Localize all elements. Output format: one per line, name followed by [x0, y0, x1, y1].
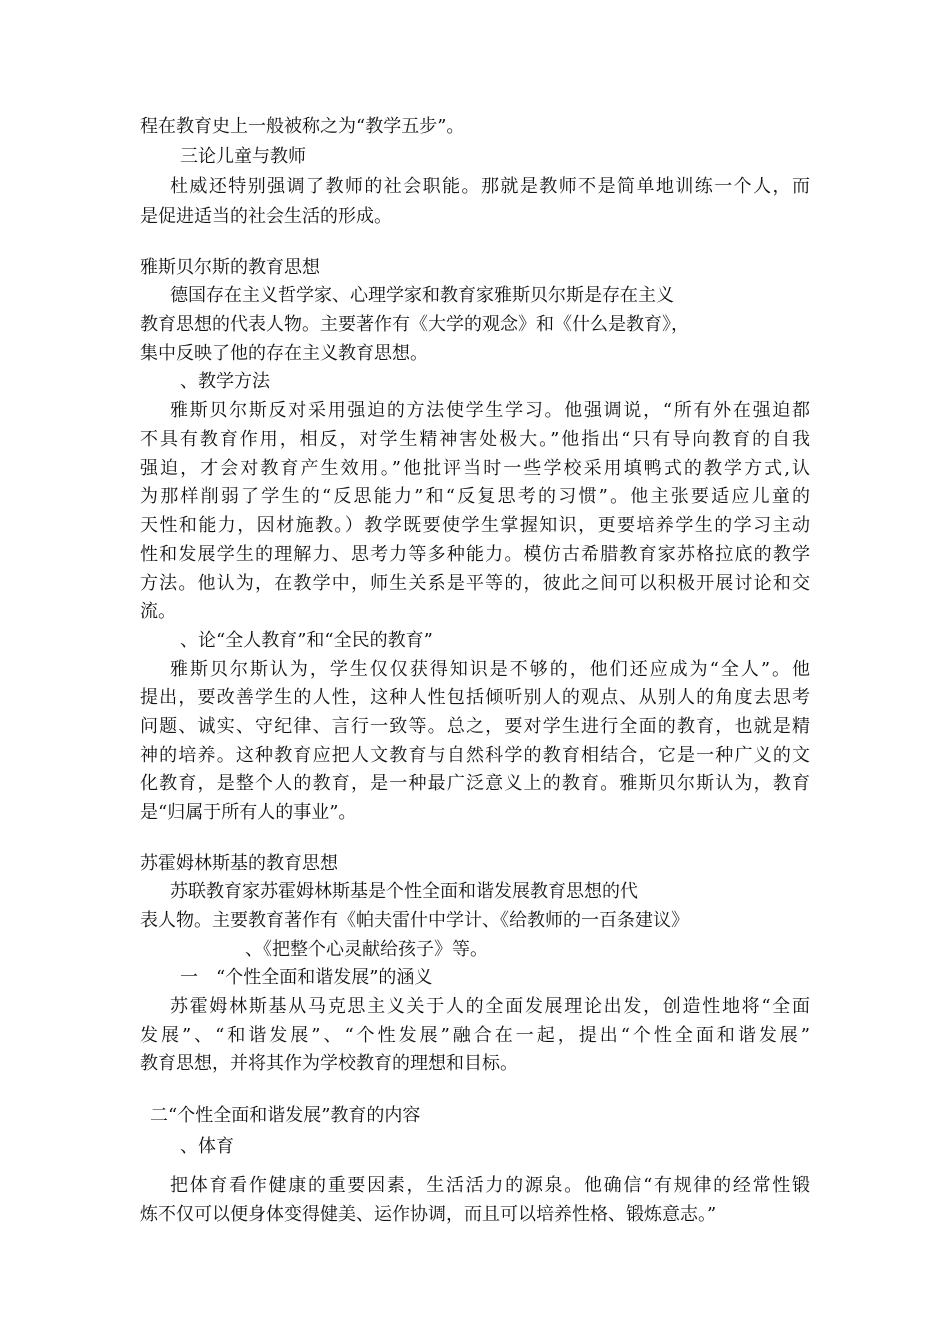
paragraph-line: 方法。他认为，在教学中，师生关系是平等的，彼此之间可以积极开展讨论和交	[140, 573, 810, 594]
paragraph-line: 神的培养。这种教育应把人文教育与自然科学的教育相结合，它是一种广义的文	[140, 745, 810, 766]
paragraph-line: 集中反映了他的存在主义教育思想。	[140, 343, 428, 364]
paragraph-line: 表人物。主要教育著作有《帕夫雷什中学计、《给教师的一百条建议》	[140, 910, 689, 931]
section-heading: 二“个性全面和谐发展”教育的内容	[150, 1105, 421, 1126]
paragraph-line: 提出，要改善学生的人性，这种人性包括倾听别人的观点、从别人的角度去思考	[140, 687, 810, 708]
paragraph-line: 为那样削弱了学生的“反思能力”和“反复思考的习惯”。他主张要适应儿童的	[140, 486, 810, 507]
paragraph-line: 流。	[140, 601, 176, 622]
paragraph-line: 发展”、“和谐发展”、“个性发展”融合在一起，提出“个性全面和谐发展”	[140, 1025, 810, 1046]
paragraph-line: 、《把整个心灵献给孩子》等。	[245, 939, 488, 960]
section-heading: 、教学方法	[180, 371, 270, 392]
paragraph-line: 强迫，才会对教育产生效用。”他批评当时一些学校采用填鸭式的教学方式,认	[140, 458, 810, 479]
paragraph-line: 雅斯贝尔斯反对采用强迫的方法使学生学习。他强调说，“所有外在强迫都	[170, 400, 810, 421]
paragraph-line: 教育思想的代表人物。主要著作有《大学的观念》和《什么是教育》，	[140, 314, 689, 335]
paragraph-line: 杜威还特别强调了教师的社会职能。那就是教师不是简单地训练一个人，而	[170, 176, 810, 197]
paragraph-line: 雅斯贝尔斯认为，学生仅仅获得知识是不够的，他们还应成为“全人”。他	[170, 659, 810, 680]
paragraph-line: 把体育看作健康的重要因素，生活活力的源泉。他确信“有规律的经常性锻	[170, 1175, 810, 1196]
paragraph-line: 教育思想，并将其作为学校教育的理想和目标。	[140, 1053, 518, 1074]
paragraph-line: 性和发展学生的理解力、思考力等多种能力。模仿古希腊教育家苏格拉底的教学	[140, 544, 810, 565]
text-line: 程在教育史上一般被称之为“教学五步”。	[140, 116, 465, 137]
section-heading: 、体育	[180, 1136, 234, 1157]
paragraph-line: 苏霍姆林斯基从马克思主义关于人的全面发展理论出发，创造性地将“全面	[170, 996, 810, 1017]
chapter-heading: 苏霍姆林斯基的教育思想	[140, 853, 338, 874]
paragraph-line: 不具有教育作用，相反，对学生精神害处极大。”他指出“只有导向教育的自我	[140, 429, 810, 450]
paragraph-line: 化教育，是整个人的教育，是一种最广泛意义上的教育。雅斯贝尔斯认为，教育	[140, 773, 810, 794]
paragraph-line: 是“归属于所有人的事业”。	[140, 802, 357, 823]
paragraph-line: 天性和能力，因材施教。）教学既要使学生掌握知识，更要培养学生的学习主动	[140, 515, 810, 536]
paragraph-line: 德国存在主义哲学家、心理学家和教育家雅斯贝尔斯是存在主义	[170, 285, 674, 306]
section-heading: 一 “个性全面和谐发展”的涵义	[180, 967, 433, 988]
paragraph-line: 炼不仅可以便身体变得健美、运作协调，而且可以培养性格、锻炼意志。”	[140, 1204, 717, 1225]
paragraph-line: 问题、诚实、守纪律、言行一致等。总之，要对学生进行全面的教育，也就是精	[140, 716, 810, 737]
paragraph-line: 苏联教育家苏霍姆林斯基是个性全面和谐发展教育思想的代	[170, 881, 638, 902]
section-heading: 、论“全人教育”和“全民的教育”	[180, 630, 433, 651]
chapter-heading: 雅斯贝尔斯的教育思想	[140, 257, 320, 278]
paragraph-line: 是促进适当的社会生活的形成。	[140, 206, 392, 227]
section-heading: 三论儿童与教师	[180, 146, 306, 167]
